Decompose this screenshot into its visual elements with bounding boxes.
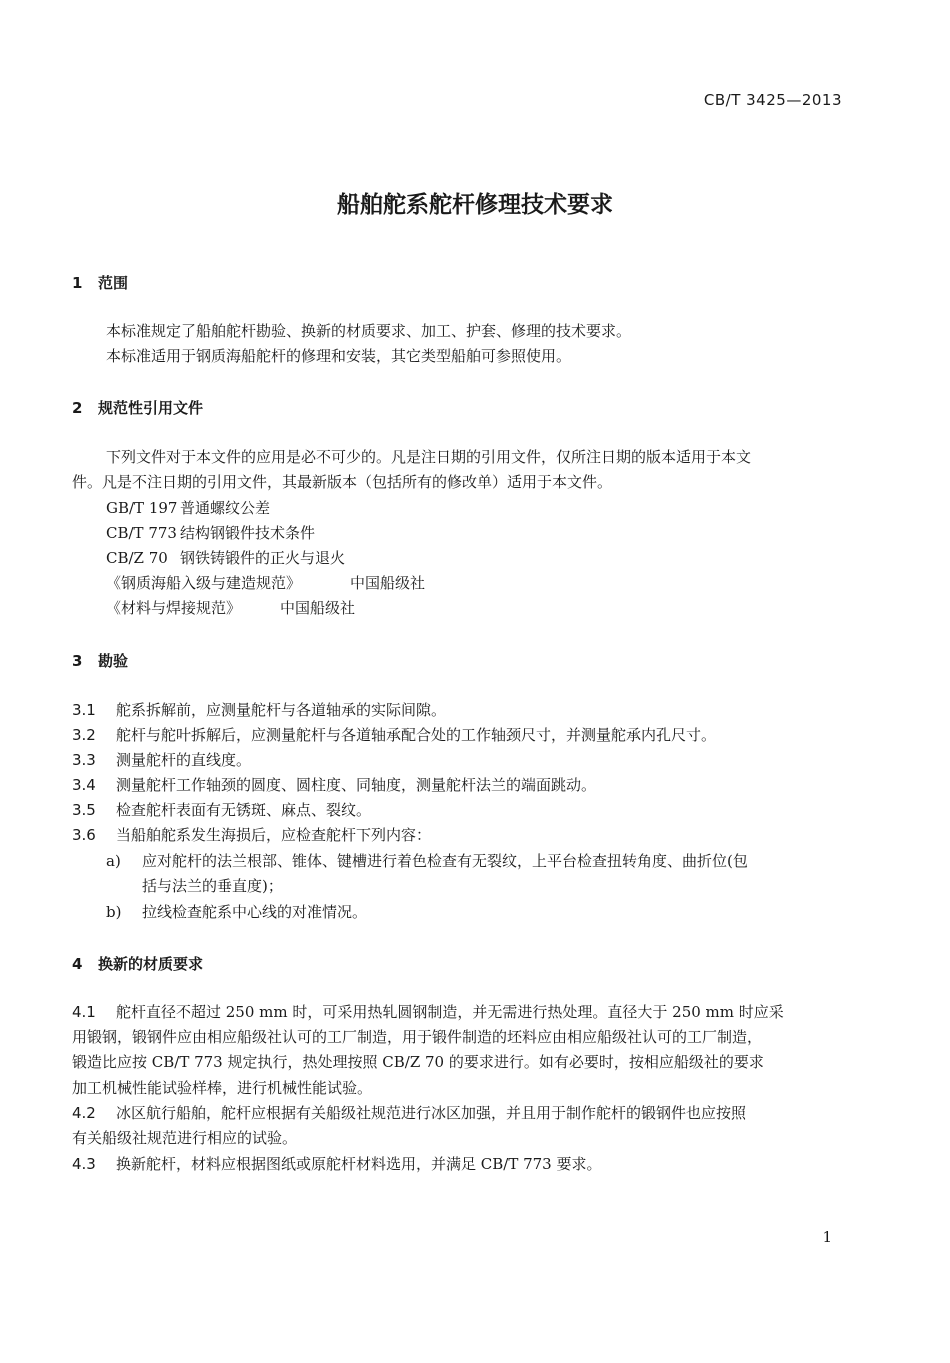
clause-3-1: 3.1 舵系拆解前，应测量舵杆与各道轴承的实际间隙。 xyxy=(72,701,447,719)
section-2-heading: 2 规范性引用文件 xyxy=(72,399,204,417)
page-title: 船舶舵系舵杆修理技术要求 xyxy=(337,192,613,218)
clause-4-1-line-3: 锻造比应按 CB/T 773 规定执行，热处理按照 CB/Z 70 的要求进行。如有必要时，按相应船级社的要求 xyxy=(72,1053,764,1071)
clause-4-3: 4.3 换新舵杆，材料应根据图纸或原舵杆材料选用，并满足 CB/T 773 要求。 xyxy=(72,1155,602,1173)
reference-item: GB/T 197 普通螺纹公差 xyxy=(106,499,271,517)
section-1-heading: 1 范围 xyxy=(72,274,129,292)
section-2-para-line-1: 下列文件对于本文件的应用是必不可少的。凡是注日期的引用文件，仅所注日期的版本适用于本文 xyxy=(106,448,752,466)
clause-3-2: 3.2 舵杆与舵叶拆解后，应测量舵杆与各道轴承配合处的工作轴颈尺寸，并测量舵承内孔尺寸。 xyxy=(72,726,717,744)
clause-4-1-line-2: 用锻钢，锻钢件应由相应船级社认可的工厂制造，用于锻件制造的坯料应由相应船级社认可的工厂制造， xyxy=(72,1028,763,1046)
clause-4-2-line-2: 有关船级社规范进行相应的试验。 xyxy=(72,1129,298,1147)
section-4-heading: 4 换新的材质要求 xyxy=(72,955,204,973)
section-2-para-line-2: 件。凡是不注日期的引用文件，其最新版本（包括所有的修改单）适用于本文件。 xyxy=(72,473,613,491)
section-1-para-1: 本标准规定了船舶舵杆勘验、换新的材质要求、加工、护套、修理的技术要求。 xyxy=(106,322,632,340)
clause-4-1-line-4: 加工机械性能试验样棒，进行机械性能试验。 xyxy=(72,1079,373,1097)
list-item-a: a) 应对舵杆的法兰根部、锥体、键槽进行着色检查有无裂纹，上平台检查扭转角度、曲折位(包 xyxy=(106,852,748,870)
reference-item: 《钢质海船入级与建造规范》 中国船级社 xyxy=(106,574,426,592)
section-3-heading: 3 勘验 xyxy=(72,652,129,670)
clause-3-6: 3.6 当船舶舵系发生海损后，应检查舵杆下列内容： xyxy=(72,826,432,844)
list-item-b: b) 拉线检查舵系中心线的对准情况。 xyxy=(106,903,368,921)
section-1-para-2: 本标准适用于钢质海船舵杆的修理和安装，其它类型船舶可参照使用。 xyxy=(106,347,572,365)
page-number: 1 xyxy=(822,1228,832,1246)
reference-item: CB/T 773 结构钢锻件技术条件 xyxy=(106,524,316,542)
clause-3-3: 3.3 测量舵杆的直线度。 xyxy=(72,751,252,769)
clause-4-1: 4.1 舵杆直径不超过 250 mm 时，可采用热轧圆钢制造，并无需进行热处理。直径大于 250 mm 时应采 xyxy=(72,1003,784,1021)
document-id: CB/T 3425—2013 xyxy=(703,91,842,109)
clause-3-5: 3.5 检查舵杆表面有无锈斑、麻点、裂纹。 xyxy=(72,801,372,819)
list-item-a-continued: 括与法兰的垂直度)； xyxy=(142,877,283,895)
clause-4-2: 4.2 冰区航行船舶，舵杆应根据有关船级社规范进行冰区加强，并且用于制作舵杆的锻钢件也应按照 xyxy=(72,1104,747,1122)
clause-3-4: 3.4 测量舵杆工作轴颈的圆度、圆柱度、同轴度，测量舵杆法兰的端面跳动。 xyxy=(72,776,597,794)
reference-item: CB/Z 70 钢铁铸锻件的正火与退火 xyxy=(106,549,346,567)
reference-item: 《材料与焊接规范》 中国船级社 xyxy=(106,599,356,617)
